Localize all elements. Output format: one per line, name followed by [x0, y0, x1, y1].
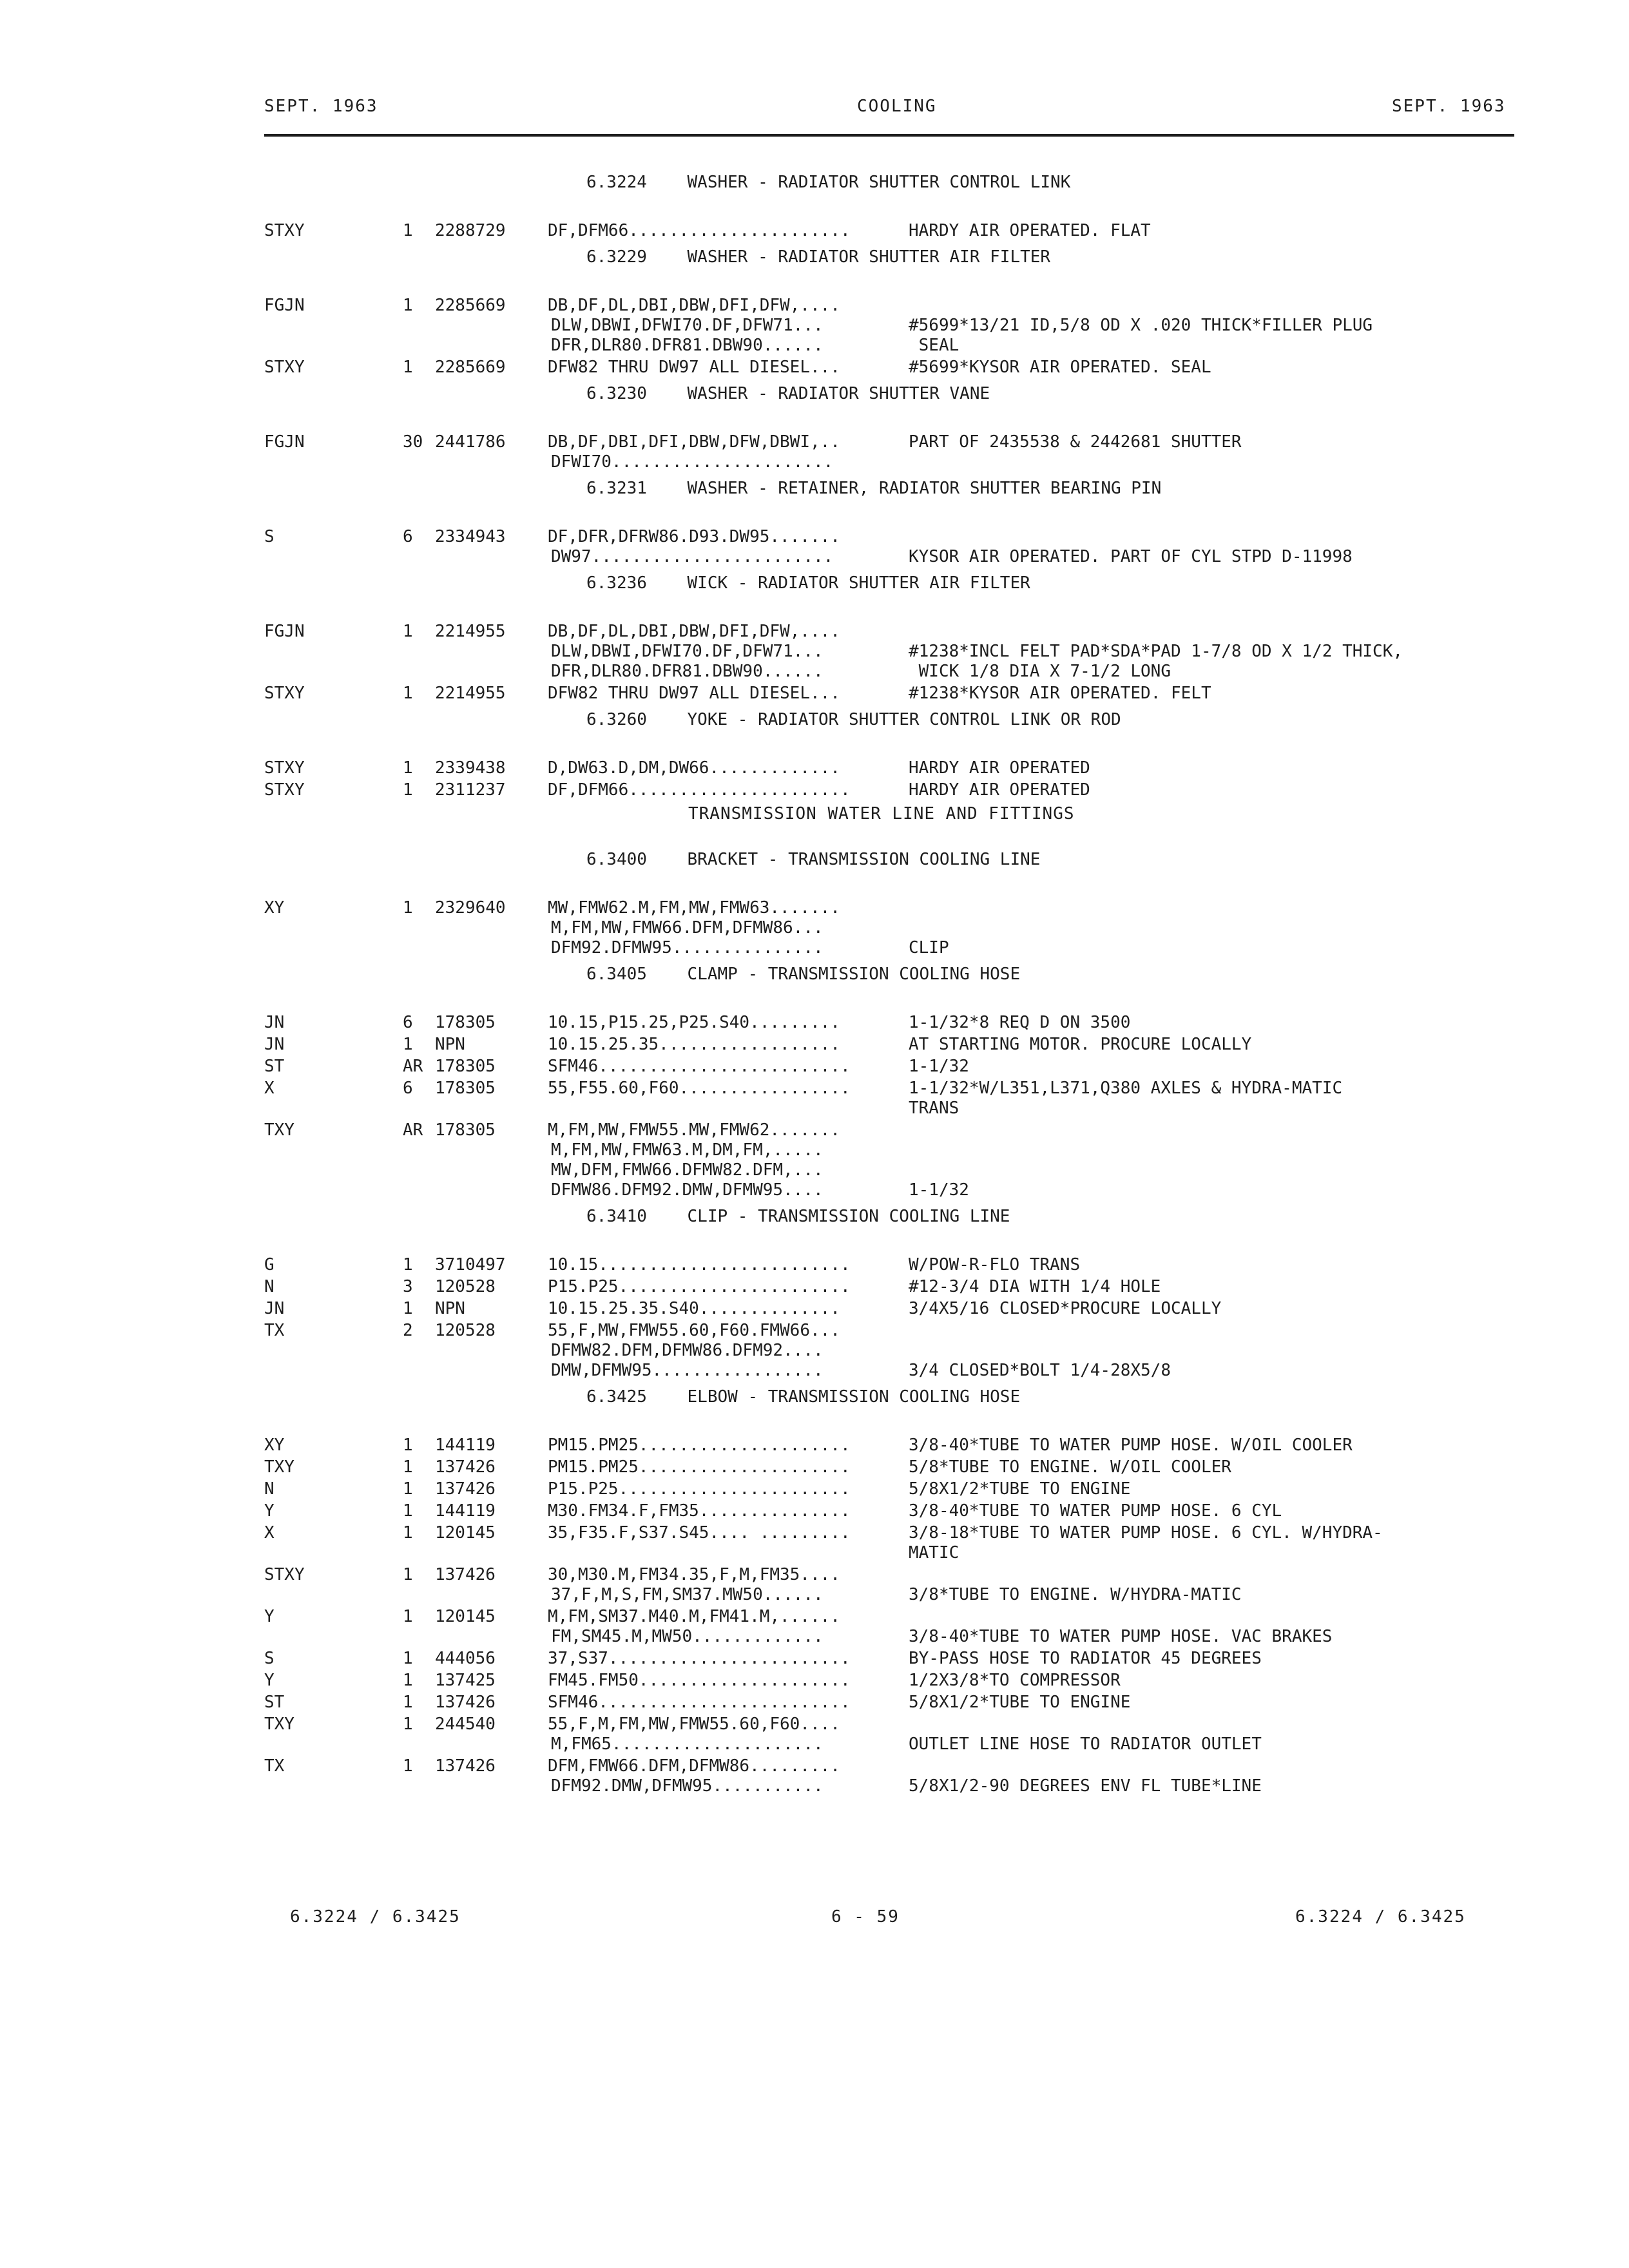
- part-description: #12-3/4 DIA WITH 1/4 HOLE: [909, 1277, 1161, 1296]
- application-models: 35,F35.F,S37.S45.... .........: [548, 1523, 851, 1542]
- part-entry: [264, 1255, 1527, 1275]
- entry-line: [264, 1079, 1527, 1099]
- part-number: 2214955: [435, 622, 506, 641]
- application-models: M,FM,MW,FMW63.M,DM,FM,.....: [551, 1140, 824, 1160]
- part-number: NPN: [435, 1299, 465, 1318]
- quantity: 1: [403, 1501, 413, 1521]
- part-number: 178305: [435, 1057, 496, 1076]
- part-number: 178305: [435, 1079, 496, 1098]
- model-code: X: [264, 1079, 275, 1098]
- quantity: AR: [403, 1120, 423, 1140]
- application-models: 10.15.25.35.S40..............: [548, 1299, 840, 1318]
- entry-line: [264, 452, 1527, 472]
- application-models: DFM,FMW66.DFM,DFMW86.........: [548, 1756, 840, 1776]
- quantity: 1: [403, 684, 413, 703]
- part-description: W/POW-R-FLO TRANS: [909, 1255, 1081, 1274]
- part-description: 3/4X5/16 CLOSED*PROCURE LOCALLY: [909, 1299, 1222, 1318]
- part-description: 1/2X3/8*TO COMPRESSOR: [909, 1671, 1121, 1690]
- model-code: S: [264, 527, 275, 546]
- part-description: 3/8-18*TUBE TO WATER PUMP HOSE. 6 CYL. W/HYDRA-: [909, 1523, 1383, 1542]
- quantity: 1: [403, 1715, 413, 1734]
- model-code: FGJN: [264, 622, 305, 641]
- quantity: 1: [403, 1255, 413, 1274]
- part-entry: [264, 1079, 1527, 1119]
- part-number: 2329640: [435, 898, 506, 918]
- entry-line: [264, 1585, 1527, 1605]
- model-code: XY: [264, 898, 285, 918]
- heading-text: 6.3410 CLIP - TRANSMISSION COOLING LINE: [586, 1207, 1010, 1226]
- part-entry: [264, 527, 1527, 567]
- model-code: Y: [264, 1607, 275, 1626]
- part-description: 5/8X1/2*TUBE TO ENGINE: [909, 1693, 1131, 1712]
- part-entry: [264, 898, 1527, 958]
- part-description: 3/8-40*TUBE TO WATER PUMP HOSE. W/OIL COOLER: [909, 1436, 1353, 1455]
- entry-line: [264, 938, 1527, 958]
- header-date-right: SEPT. 1963: [1392, 97, 1506, 116]
- part-number: 2288729: [435, 221, 506, 240]
- part-number: 144119: [435, 1436, 496, 1455]
- entry-line: [264, 1671, 1527, 1691]
- heading-text: 6.3231 WASHER - RETAINER, RADIATOR SHUTTER BEARING PIN: [586, 479, 1162, 498]
- application-models: PM15.PM25.....................: [548, 1436, 851, 1455]
- entry-line: [264, 898, 1527, 918]
- quantity: 1: [403, 1299, 413, 1318]
- part-description: OUTLET LINE HOSE TO RADIATOR OUTLET: [909, 1735, 1262, 1754]
- model-code: STXY: [264, 221, 305, 240]
- part-number: 137426: [435, 1479, 496, 1499]
- entry-line: [264, 296, 1527, 316]
- quantity: 1: [403, 780, 413, 800]
- part-description: HARDY AIR OPERATED. FLAT: [909, 221, 1151, 240]
- entry-line: [264, 547, 1527, 567]
- section-heading: [264, 710, 1527, 730]
- quantity: 6: [403, 1079, 413, 1098]
- entry-line: [264, 1057, 1527, 1077]
- model-code: G: [264, 1255, 275, 1274]
- model-code: JN: [264, 1299, 285, 1318]
- footer-range-left: 6.3224 / 6.3425: [290, 1907, 461, 1927]
- part-entry: [264, 1035, 1527, 1055]
- quantity: 1: [403, 1457, 413, 1477]
- part-number: 120528: [435, 1321, 496, 1340]
- application-models: M,FM65.....................: [551, 1735, 824, 1754]
- model-code: ST: [264, 1057, 285, 1076]
- quantity: 1: [403, 1565, 413, 1584]
- model-code: N: [264, 1479, 275, 1499]
- part-number: 444056: [435, 1649, 496, 1668]
- application-models: P15.P25.......................: [548, 1479, 851, 1499]
- part-number: 2214955: [435, 684, 506, 703]
- model-code: STXY: [264, 758, 305, 778]
- part-entry: [264, 1693, 1527, 1713]
- header-rule: [264, 134, 1514, 137]
- quantity: 1: [403, 1523, 413, 1542]
- entry-line: [264, 1035, 1527, 1055]
- part-entry: [264, 1607, 1527, 1647]
- part-entry: [264, 684, 1527, 704]
- part-entry: [264, 1436, 1527, 1456]
- heading-text: 6.3405 CLAMP - TRANSMISSION COOLING HOSE: [586, 965, 1021, 984]
- entry-line: [264, 684, 1527, 704]
- application-models: M,FM,MW,FMW55.MW,FMW62.......: [548, 1120, 840, 1140]
- part-entry: [264, 296, 1527, 356]
- section-heading: [264, 247, 1527, 267]
- application-models: 10.15.........................: [548, 1255, 851, 1274]
- entry-line: [264, 780, 1527, 800]
- model-code: N: [264, 1277, 275, 1296]
- part-description: 1-1/32*W/L351,L371,Q380 AXLES & HYDRA-MATIC: [909, 1079, 1343, 1098]
- part-entry: [264, 1501, 1527, 1521]
- quantity: 1: [403, 1035, 413, 1054]
- section-heading: [264, 1207, 1527, 1227]
- section-heading: [264, 850, 1527, 870]
- application-models: 10.15.25.35..................: [548, 1035, 840, 1054]
- heading-text: TRANSMISSION WATER LINE AND FITTINGS: [688, 804, 1075, 823]
- entry-line: [264, 1735, 1527, 1754]
- part-number: 120145: [435, 1607, 496, 1626]
- model-code: XY: [264, 1436, 285, 1455]
- part-number: 137426: [435, 1693, 496, 1712]
- quantity: 6: [403, 1013, 413, 1032]
- entry-line: [264, 1776, 1527, 1796]
- part-description: MATIC: [909, 1543, 959, 1562]
- heading-text: 6.3425 ELBOW - TRANSMISSION COOLING HOSE: [586, 1387, 1021, 1407]
- quantity: 1: [403, 1756, 413, 1776]
- application-models: DFW82 THRU DW97 ALL DIESEL...: [548, 684, 840, 703]
- entry-line: [264, 1120, 1527, 1140]
- model-code: STXY: [264, 780, 305, 800]
- entry-line: [264, 1299, 1527, 1319]
- part-description: 3/4 CLOSED*BOLT 1/4-28X5/8: [909, 1361, 1171, 1380]
- part-number: 120145: [435, 1523, 496, 1542]
- header-date-left: SEPT. 1963: [264, 97, 378, 116]
- model-code: ST: [264, 1693, 285, 1712]
- entry-line: [264, 622, 1527, 642]
- section-heading: [264, 479, 1527, 499]
- section-heading: [264, 1387, 1527, 1407]
- application-models: DF,DFM66......................: [548, 780, 851, 800]
- part-description: HARDY AIR OPERATED: [909, 780, 1090, 800]
- application-models: DFWI70......................: [551, 452, 834, 472]
- heading-text: 6.3400 BRACKET - TRANSMISSION COOLING LINE: [586, 850, 1041, 869]
- model-code: FGJN: [264, 432, 305, 452]
- application-models: FM,SM45.M,MW50.............: [551, 1627, 824, 1646]
- entry-line: [264, 1160, 1527, 1180]
- part-entry: [264, 221, 1527, 241]
- quantity: 1: [403, 1649, 413, 1668]
- application-models: DFR,DLR80.DFR81.DBW90......: [551, 662, 824, 681]
- part-description: KYSOR AIR OPERATED. PART OF CYL STPD D-11998: [909, 547, 1353, 566]
- part-entry: [264, 358, 1527, 378]
- part-number: 137426: [435, 1756, 496, 1776]
- entry-line: [264, 918, 1527, 938]
- entry-line: [264, 1099, 1527, 1119]
- entry-line: [264, 1607, 1527, 1627]
- part-description: AT STARTING MOTOR. PROCURE LOCALLY: [909, 1035, 1252, 1054]
- entry-line: [264, 1361, 1527, 1381]
- entry-line: [264, 662, 1527, 682]
- part-entry: [264, 1457, 1527, 1477]
- entry-line: [264, 221, 1527, 241]
- quantity: 1: [403, 1436, 413, 1455]
- footer-page-number: 6 - 59: [831, 1907, 900, 1927]
- part-description: 5/8*TUBE TO ENGINE. W/OIL COOLER: [909, 1457, 1231, 1477]
- model-code: TX: [264, 1756, 285, 1776]
- entry-line: [264, 1693, 1527, 1713]
- part-number: 178305: [435, 1013, 496, 1032]
- part-number: 3710497: [435, 1255, 506, 1274]
- heading-text: 6.3229 WASHER - RADIATOR SHUTTER AIR FILTER: [586, 247, 1051, 267]
- part-entry: [264, 1299, 1527, 1319]
- application-models: DB,DF,DL,DBI,DBW,DFI,DFW,....: [548, 622, 840, 641]
- part-description: HARDY AIR OPERATED: [909, 758, 1090, 778]
- section-heading: [264, 965, 1527, 985]
- group-caption: [264, 804, 1527, 824]
- quantity: 3: [403, 1277, 413, 1296]
- entry-line: [264, 1715, 1527, 1735]
- model-code: JN: [264, 1013, 285, 1032]
- part-description: 3/8-40*TUBE TO WATER PUMP HOSE. VAC BRAKES: [909, 1627, 1333, 1646]
- part-description: 5/8X1/2*TUBE TO ENGINE: [909, 1479, 1131, 1499]
- part-description: 3/8-40*TUBE TO WATER PUMP HOSE. 6 CYL: [909, 1501, 1282, 1521]
- application-models: 30,M30.M,FM34.35,F,M,FM35....: [548, 1565, 840, 1584]
- part-description: 1-1/32*8 REQ D ON 3500: [909, 1013, 1131, 1032]
- entry-line: [264, 1255, 1527, 1275]
- entry-line: [264, 316, 1527, 336]
- entry-line: [264, 1565, 1527, 1585]
- application-models: DF,DFM66......................: [548, 221, 851, 240]
- header-title: COOLING: [857, 97, 937, 116]
- application-models: DFM92.DMW,DFMW95...........: [551, 1776, 824, 1796]
- part-entry: [264, 1565, 1527, 1605]
- application-models: DFMW86.DFM92.DMW,DFMW95....: [551, 1180, 824, 1200]
- part-description: CLIP: [909, 938, 949, 957]
- part-description: BY-PASS HOSE TO RADIATOR 45 DEGREES: [909, 1649, 1262, 1668]
- application-models: DFW82 THRU DW97 ALL DIESEL...: [548, 358, 840, 377]
- part-description: WICK 1/8 DIA X 7-1/2 LONG: [909, 662, 1171, 681]
- quantity: 6: [403, 527, 413, 546]
- quantity: 1: [403, 622, 413, 641]
- part-entry: [264, 432, 1527, 472]
- application-models: MW,FMW62.M,FM,MW,FMW63.......: [548, 898, 840, 918]
- entry-line: [264, 1756, 1527, 1776]
- model-code: S: [264, 1649, 275, 1668]
- part-number: 144119: [435, 1501, 496, 1521]
- application-models: SFM46.........................: [548, 1057, 851, 1076]
- quantity: 1: [403, 1479, 413, 1499]
- entry-line: [264, 1543, 1527, 1563]
- part-description: 3/8*TUBE TO ENGINE. W/HYDRA-MATIC: [909, 1585, 1242, 1604]
- part-number: 137426: [435, 1457, 496, 1477]
- application-models: 55,F,M,FM,MW,FMW55.60,F60....: [548, 1715, 840, 1734]
- entry-line: [264, 358, 1527, 378]
- part-number: 2311237: [435, 780, 506, 800]
- entry-line: [264, 1013, 1527, 1033]
- model-code: FGJN: [264, 296, 305, 315]
- part-entry: [264, 1671, 1527, 1691]
- part-number: 2441786: [435, 432, 506, 452]
- entry-line: [264, 1341, 1527, 1361]
- model-code: Y: [264, 1671, 275, 1690]
- model-code: TXY: [264, 1120, 294, 1140]
- application-models: DFMW82.DFM,DFMW86.DFM92....: [551, 1341, 824, 1360]
- part-entry: [264, 1277, 1527, 1297]
- part-entry: [264, 1057, 1527, 1077]
- part-description: #5699*KYSOR AIR OPERATED. SEAL: [909, 358, 1211, 377]
- application-models: 10.15,P15.25,P25.S40.........: [548, 1013, 840, 1032]
- part-description: TRANS: [909, 1099, 959, 1118]
- part-number: 120528: [435, 1277, 496, 1296]
- quantity: 30: [403, 432, 423, 452]
- application-models: M,FM,SM37.M40.M,FM41.M,......: [548, 1607, 840, 1626]
- part-number: 137425: [435, 1671, 496, 1690]
- application-models: D,DW63.D,DM,DW66.............: [548, 758, 840, 778]
- part-number: NPN: [435, 1035, 465, 1054]
- entry-line: [264, 1457, 1527, 1477]
- quantity: 2: [403, 1321, 413, 1340]
- entry-line: [264, 1436, 1527, 1456]
- part-entry: [264, 1321, 1527, 1381]
- part-number: 2285669: [435, 296, 506, 315]
- application-models: PM15.PM25.....................: [548, 1457, 851, 1477]
- part-description: 1-1/32: [909, 1057, 969, 1076]
- application-models: 37,F,M,S,FM,SM37.MW50......: [551, 1585, 824, 1604]
- application-models: DF,DFR,DFRW86.D93.DW95.......: [548, 527, 840, 546]
- part-number: 2339438: [435, 758, 506, 778]
- part-number: 2334943: [435, 527, 506, 546]
- application-models: 37,S37........................: [548, 1649, 851, 1668]
- quantity: AR: [403, 1057, 423, 1076]
- part-entry: [264, 758, 1527, 778]
- part-entry: [264, 1649, 1527, 1669]
- part-entry: [264, 1013, 1527, 1033]
- quantity: 1: [403, 1607, 413, 1626]
- model-code: TX: [264, 1321, 285, 1340]
- model-code: STXY: [264, 684, 305, 703]
- part-entry: [264, 1756, 1527, 1796]
- part-description: 1-1/32: [909, 1180, 969, 1200]
- model-code: TXY: [264, 1715, 294, 1734]
- entry-line: [264, 1627, 1527, 1647]
- model-code: Y: [264, 1501, 275, 1521]
- part-description: #1238*INCL FELT PAD*SDA*PAD 1-7/8 OD X 1/2 THICK,: [909, 642, 1403, 661]
- entry-line: [264, 1523, 1527, 1543]
- section-heading: [264, 384, 1527, 404]
- application-models: DB,DF,DBI,DFI,DBW,DFW,DBWI,..: [548, 432, 840, 452]
- quantity: 1: [403, 1693, 413, 1712]
- quantity: 1: [403, 1671, 413, 1690]
- quantity: 1: [403, 296, 413, 315]
- application-models: 55,F,MW,FMW55.60,F60.FMW66...: [548, 1321, 840, 1340]
- entry-line: [264, 527, 1527, 547]
- entry-line: [264, 1501, 1527, 1521]
- application-models: DB,DF,DL,DBI,DBW,DFI,DFW,....: [548, 296, 840, 315]
- model-code: TXY: [264, 1457, 294, 1477]
- model-code: X: [264, 1523, 275, 1542]
- part-number: 2285669: [435, 358, 506, 377]
- model-code: STXY: [264, 1565, 305, 1584]
- section-heading: [264, 173, 1527, 193]
- entry-line: [264, 1277, 1527, 1297]
- entry-line: [264, 1649, 1527, 1669]
- entry-line: [264, 758, 1527, 778]
- entry-line: [264, 1140, 1527, 1160]
- application-models: 55,F55.60,F60.................: [548, 1079, 851, 1098]
- footer-range-right: 6.3224 / 6.3425: [1295, 1907, 1466, 1927]
- entry-line: [264, 1180, 1527, 1200]
- quantity: 1: [403, 758, 413, 778]
- quantity: 1: [403, 358, 413, 377]
- application-models: DFR,DLR80.DFR81.DBW90......: [551, 336, 824, 355]
- part-entry: [264, 1479, 1527, 1499]
- application-models: DMW,DFMW95.................: [551, 1361, 824, 1380]
- application-models: P15.P25.......................: [548, 1277, 851, 1296]
- part-entry: [264, 622, 1527, 682]
- entry-line: [264, 432, 1527, 452]
- quantity: 1: [403, 898, 413, 918]
- application-models: SFM46.........................: [548, 1693, 851, 1712]
- heading-text: 6.3230 WASHER - RADIATOR SHUTTER VANE: [586, 384, 990, 403]
- application-models: DLW,DBWI,DFWI70.DF,DFW71...: [551, 316, 824, 335]
- entry-line: [264, 336, 1527, 356]
- model-code: STXY: [264, 358, 305, 377]
- heading-text: 6.3236 WICK - RADIATOR SHUTTER AIR FILTER: [586, 573, 1030, 593]
- part-description: #5699*13/21 ID,5/8 OD X .020 THICK*FILLER PLUG: [909, 316, 1373, 335]
- part-entry: [264, 1120, 1527, 1200]
- application-models: FM45.FM50.....................: [548, 1671, 851, 1690]
- application-models: DLW,DBWI,DFWI70.DF,DFW71...: [551, 642, 824, 661]
- application-models: M,FM,MW,FMW66.DFM,DFMW86...: [551, 918, 824, 937]
- part-entry: [264, 780, 1527, 800]
- application-models: DFM92.DFMW95...............: [551, 938, 824, 957]
- part-description: PART OF 2435538 & 2442681 SHUTTER: [909, 432, 1242, 452]
- application-models: M30.FM34.F,FM35...............: [548, 1501, 851, 1521]
- entry-line: [264, 642, 1527, 662]
- part-number: 244540: [435, 1715, 496, 1734]
- part-number: 137426: [435, 1565, 496, 1584]
- quantity: 1: [403, 221, 413, 240]
- heading-text: 6.3224 WASHER - RADIATOR SHUTTER CONTROL LINK: [586, 173, 1071, 192]
- model-code: JN: [264, 1035, 285, 1054]
- heading-text: 6.3260 YOKE - RADIATOR SHUTTER CONTROL LINK OR ROD: [586, 710, 1121, 729]
- parts-list: [264, 166, 1527, 1798]
- application-models: DW97........................: [551, 547, 834, 566]
- section-heading: [264, 573, 1527, 593]
- entry-line: [264, 1321, 1527, 1341]
- part-entry: [264, 1523, 1527, 1563]
- part-entry: [264, 1715, 1527, 1754]
- part-description: SEAL: [909, 336, 959, 355]
- part-description: #1238*KYSOR AIR OPERATED. FELT: [909, 684, 1211, 703]
- part-number: 178305: [435, 1120, 496, 1140]
- part-description: 5/8X1/2-90 DEGREES ENV FL TUBE*LINE: [909, 1776, 1262, 1796]
- entry-line: [264, 1479, 1527, 1499]
- application-models: MW,DFM,FMW66.DFMW82.DFM,...: [551, 1160, 824, 1180]
